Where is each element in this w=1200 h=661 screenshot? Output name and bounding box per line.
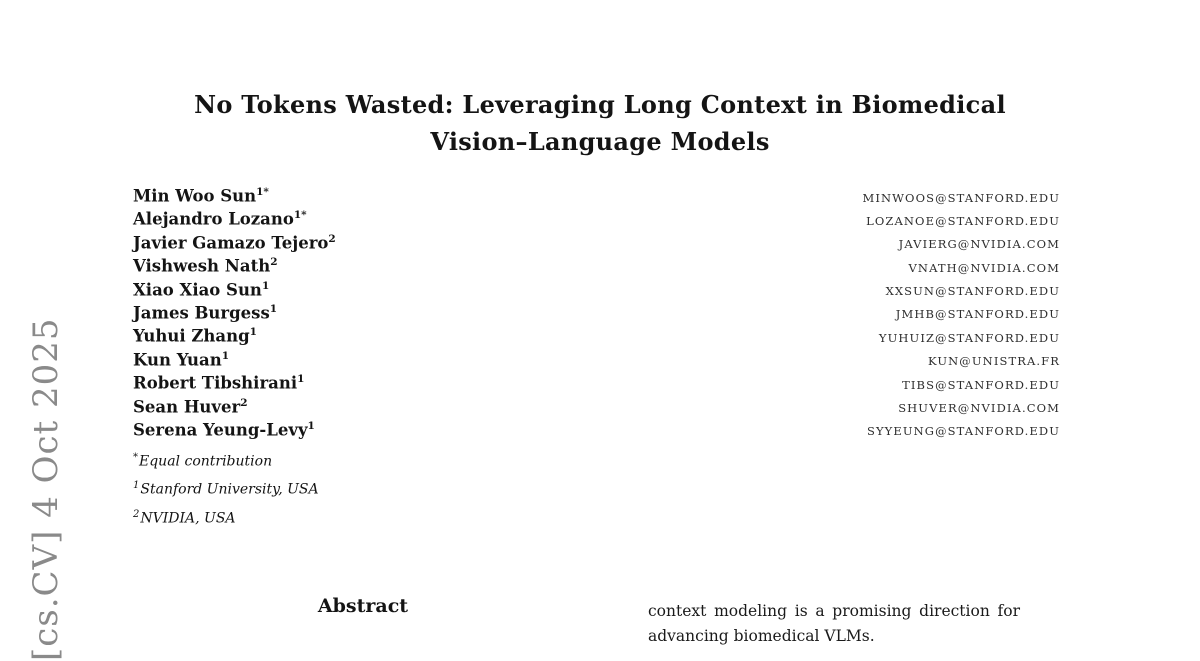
footnote-text: Stanford University, USA — [140, 482, 319, 499]
author-affiliation-superscript: 1 — [261, 279, 270, 292]
author-email: JAVIERG@NVIDIA.COM — [898, 237, 1060, 252]
footnote — [133, 446, 1060, 474]
author-email: SHUVER@NVIDIA.COM — [898, 401, 1060, 416]
author-affiliation-superscript: 1 — [221, 349, 230, 362]
author-email: MINWOOS@STANFORD.EDU — [862, 190, 1060, 205]
paper-title-line2: Vision–Language Models — [430, 127, 770, 156]
author-name: Yuhui Zhang$^1$ — [133, 326, 257, 346]
footnotes — [133, 446, 1060, 530]
author-row — [133, 186, 1060, 209]
author-row — [133, 233, 1060, 256]
author-email: SYYEUNG@STANFORD.EDU — [866, 424, 1060, 439]
author-name: Xiao Xiao Sun$^1$ — [133, 279, 270, 300]
author-row — [133, 303, 1060, 326]
author-email: TIBS@STANFORD.EDU — [902, 377, 1060, 392]
author-affiliation-superscript: 1 — [249, 326, 257, 339]
author-affiliation-superscript: 1 — [269, 302, 278, 315]
author-affiliation-superscript: 1* — [256, 186, 269, 198]
author-row — [133, 209, 1060, 232]
footnote-text: NVIDIA, USA — [140, 510, 236, 527]
author-row — [133, 420, 1060, 443]
author-row — [133, 397, 1060, 420]
author-affiliation-superscript: 1 — [307, 419, 315, 432]
author-email: KUN@UNISTRA.FR — [928, 354, 1060, 369]
author-name: Alejandro Lozano$^{1*}$ — [133, 209, 307, 229]
author-name: Kun Yuan$^1$ — [133, 349, 230, 370]
author-affiliation-superscript: 1 — [297, 373, 305, 386]
author-block — [133, 186, 1060, 531]
author-email: JMHB@STANFORD.EDU — [895, 307, 1060, 322]
author-name: Min Woo Sun$^{1*}$ — [133, 186, 269, 206]
paper-title — [0, 86, 1200, 160]
footnote-marker: 2 — [133, 508, 140, 520]
author-email: VNATH@NVIDIA.COM — [908, 260, 1060, 275]
author-name: Sean Huver$^2$ — [133, 396, 248, 417]
footnote — [133, 474, 1060, 502]
right-column-text — [648, 599, 1020, 648]
right-column-line2: advancing biomedical VLMs. — [648, 626, 875, 645]
author-row — [133, 280, 1060, 303]
author-email: LOZANOE@STANFORD.EDU — [866, 213, 1060, 228]
author-email: XXSUN@STANFORD.EDU — [885, 284, 1060, 299]
author-affiliation-superscript: 2 — [270, 256, 278, 269]
footnote-marker: 1 — [133, 480, 140, 492]
author-row — [133, 326, 1060, 349]
author-name: Serena Yeung-Levy$^1$ — [133, 419, 315, 440]
footnote-text: Equal contribution — [139, 453, 273, 470]
author-row — [133, 350, 1060, 373]
author-affiliation-superscript: 1* — [293, 209, 307, 222]
footnote-marker: * — [133, 452, 138, 464]
author-email: YUHUIZ@STANFORD.EDU — [878, 330, 1060, 345]
author-list — [133, 186, 1060, 443]
author-name: Vishwesh Nath$^2$ — [133, 256, 278, 276]
author-affiliation-superscript: 2 — [328, 232, 336, 245]
footnote — [133, 503, 1060, 531]
author-affiliation-superscript: 2 — [240, 396, 248, 409]
author-row — [133, 373, 1060, 396]
abstract-heading: Abstract — [317, 595, 409, 617]
author-row — [133, 256, 1060, 279]
arxiv-watermark: [cs.CV] 4 Oct 2025 — [26, 317, 66, 661]
paper-title-line1: No Tokens Wasted: Leveraging Long Context in Biomedical — [194, 90, 1006, 119]
author-name: James Burgess$^1$ — [133, 302, 278, 323]
author-name: Javier Gamazo Tejero$^2$ — [133, 232, 336, 253]
author-name: Robert Tibshirani$^1$ — [133, 373, 305, 393]
right-column-line1: context modeling is a promising direction for — [648, 602, 1020, 620]
